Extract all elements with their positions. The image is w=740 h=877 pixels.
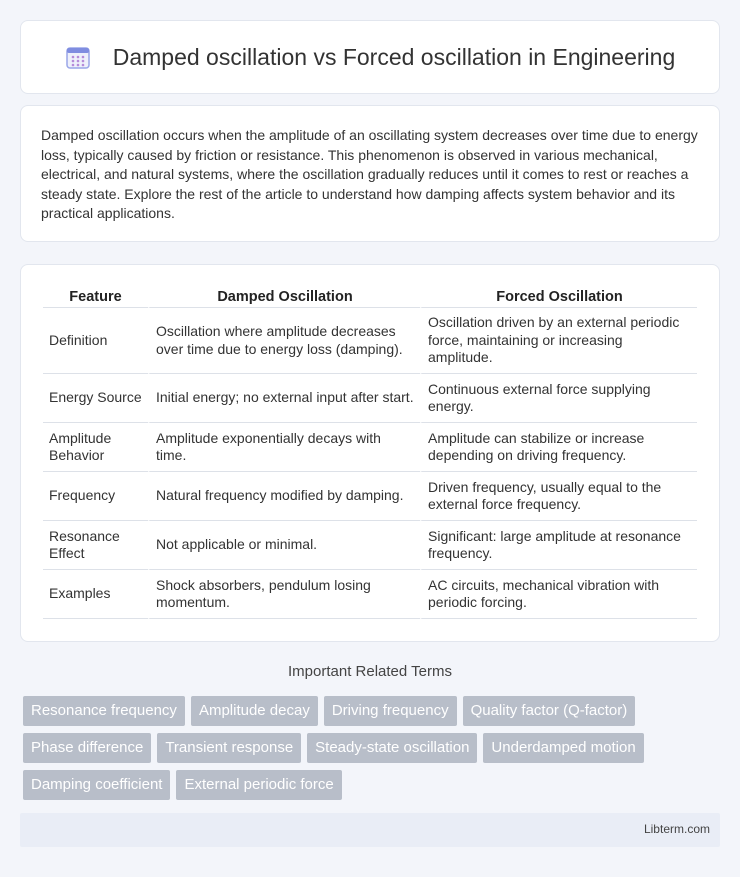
calendar-grid-icon (65, 44, 91, 70)
related-terms-list (23, 696, 723, 800)
header-damped: Damped Oscillation (148, 285, 420, 308)
row-forced: Oscillation driven by an external periodic force, maintaining or increasing amplitude. (420, 308, 697, 374)
footer-brand-link[interactable]: Libterm.com (643, 822, 710, 836)
row-forced: Amplitude can stabilize or increase depending on driving frequency. (420, 423, 697, 472)
table-row (43, 521, 697, 570)
row-feature: Examples (43, 570, 148, 619)
row-feature: Amplitude Behavior (43, 423, 148, 472)
title-card (20, 20, 720, 94)
row-damped: Natural frequency modified by damping. (148, 472, 420, 521)
related-term-tag[interactable]: Transient response (157, 733, 301, 763)
related-terms-title: Important Related Terms (288, 663, 452, 680)
related-term-tag[interactable]: Amplitude decay (191, 696, 318, 726)
table-row (43, 374, 697, 423)
table-row (43, 472, 697, 521)
related-term-tag[interactable]: Underdamped motion (483, 733, 643, 763)
comparison-table-card (20, 264, 720, 642)
related-term-tag[interactable]: Steady-state oscillation (307, 733, 477, 763)
header-feature: Feature (43, 285, 148, 308)
related-term-tag[interactable]: Driving frequency (324, 696, 457, 726)
comparison-table (43, 285, 697, 619)
row-damped: Shock absorbers, pendulum losing momentum. (148, 570, 420, 619)
row-damped: Amplitude exponentially decays with time. (148, 423, 420, 472)
row-forced: Significant: large amplitude at resonance frequency. (420, 521, 697, 570)
row-feature: Resonance Effect (43, 521, 148, 570)
table-row (43, 423, 697, 472)
row-feature: Frequency (43, 472, 148, 521)
row-damped: Initial energy; no external input after start. (148, 374, 420, 423)
related-term-tag[interactable]: Damping coefficient (23, 770, 170, 800)
page-title: Damped oscillation vs Forced oscillation in Engineering (112, 43, 676, 70)
related-term-tag[interactable]: Phase difference (23, 733, 151, 763)
table-header-row (43, 285, 697, 308)
table-row (43, 308, 697, 374)
related-term-tag[interactable]: External periodic force (176, 770, 341, 800)
related-term-tag[interactable]: Resonance frequency (23, 696, 185, 726)
row-forced: Continuous external force supplying energy. (420, 374, 697, 423)
row-feature: Energy Source (43, 374, 148, 423)
row-forced: AC circuits, mechanical vibration with periodic forcing. (420, 570, 697, 619)
table-row (43, 570, 697, 619)
header-forced: Forced Oscillation (420, 285, 697, 308)
intro-card (20, 105, 720, 242)
intro-text: Damped oscillation occurs when the amplitude of an oscillating system decreases over time due to energy loss, typically caused by friction or resistance. This phenomenon is observed in various mechanical, electrical, and natural systems, where the oscillation gradually reduces until it comes to rest or reaches a steady state. Explore the rest of the article to understand how damping affects system behavior and its practical applications. (41, 127, 698, 221)
row-damped: Not applicable or minimal. (148, 521, 420, 570)
row-feature: Definition (43, 308, 148, 374)
row-damped: Oscillation where amplitude decreases over time due to energy loss (damping). (148, 308, 420, 374)
footer (20, 813, 720, 847)
row-forced: Driven frequency, usually equal to the external force frequency. (420, 472, 697, 521)
related-term-tag[interactable]: Quality factor (Q-factor) (463, 696, 636, 726)
